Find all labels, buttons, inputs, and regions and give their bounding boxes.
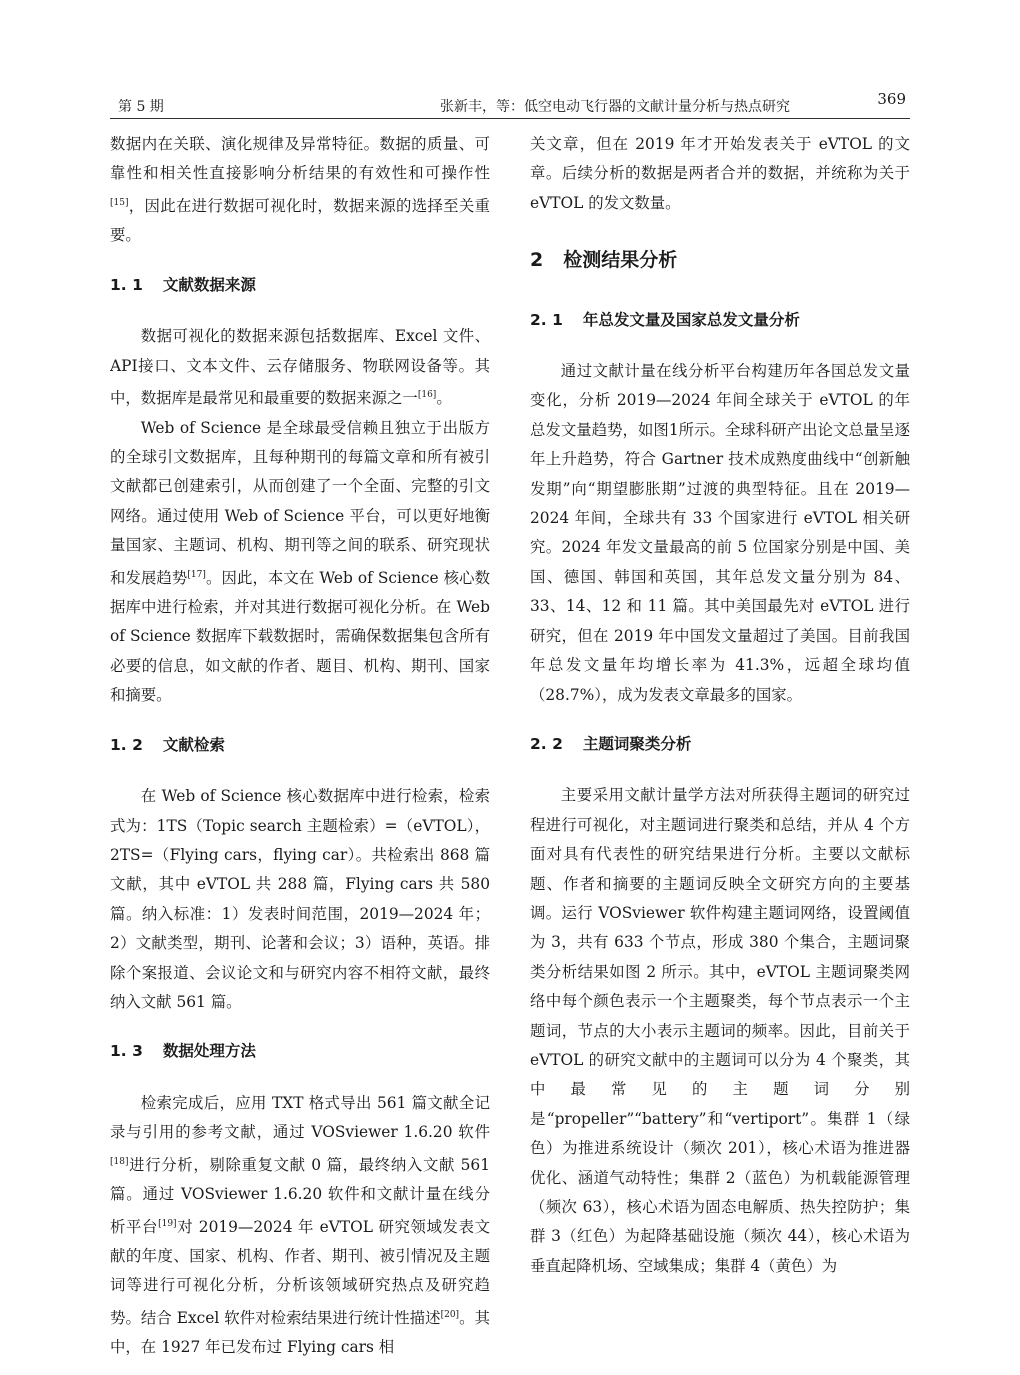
paragraph: 数据可视化的数据来源包括数据库、Excel 文件、API接口、文本文件、云存储服务、物联网设备等。其中，数据库是最常见和最重要的数据来源之一[16]。 [110,327,490,408]
citation: [20] [440,1309,460,1320]
section-heading-2-2: 2. 2 主题词聚类分析 [530,734,692,753]
right-column [530,130,910,1281]
header-rule [110,118,910,119]
paragraph: 通过文献计量在线分析平台构建历年各国总发文量变化，分析 2019—2024 年间全球关于 eVTOL 的年总发文量趋势，如图1所示。全球科研产出论文总量呈逐年上升趋势，符合 Gartner 技术成熟度曲线中“创新触发期”向“期望膨胀期”过渡的典型特征。且在 2019—2024 年间，全球共有 33 个国家进行 eVTOL 相关研究。2024 年发文量最高的前 5 位国家分别是中国、美国、德国、韩国和英国，其年总发文量分别为 84、33、14、12 和 11 篇。其中美国最先对 eVTOL 进行研究，但在 2019 年中国发文量超过了美国。目前我国年总发文量年均增长率为 41.3%，远超全球均值（28.7%），成为发表文章最多的国家。 [530,362,910,704]
section-heading-2-1: 2. 1 年总发文量及国家总发文量分析 [530,310,800,329]
citation: [19] [158,1218,177,1229]
section-heading-2: 2 检测结果分析 [530,249,678,272]
section-heading-1-1: 1. 1 文献数据来源 [110,275,256,294]
citation: [15] [110,197,129,208]
section-heading-1-3: 1. 3 数据处理方法 [110,1042,256,1061]
paragraph: Web of Science 是全球最受信赖且独立于出版方的全球引文数据库，且每种期刊的每篇文章和所有被引文献都已创建索引，从而创建了一个全面、完整的引文网络。通过使用 Web of Science 平台，可以更好地衡量国家、主题词、机构、期刊等之间的联系、研究现状和发展趋势[17]。因此，本文在 Web of Science 核心数据库中进行检索，并对其进行数据可视化分析。在 Web of Science 数据库下载数据时，需确保数据集包含所有必要的信息，如文献的作者、题目、机构、期刊、国家和摘要。 [110,418,490,705]
page-number: 369 [877,90,906,108]
citation: [18] [110,1156,129,1167]
issue-label: 第 5 期 [118,99,164,115]
paragraph: 检索完成后，应用 TXT 格式导出 561 篇文献全记录与引用的参考文献，通过 VOSviewer 1.6.20 软件[18]进行分析，剔除重复文献 0 篇，最终纳入文献 561 篇。通过 VOSviewer 1.6.20 软件和文献计量在线分析平台[19]对 2019—2024 年 eVTOL 研究领域发表文献的年度、国家、机构、作者、期刊、被引情况及主题词等进行可视化分析，分析该领域研究热点及研究趋势。结合 Excel 软件对检索结果进行统计性描述[20]。其中，在 1927 年已发布过 Flying cars 相 [110,1093,490,1357]
citation: [16] [417,389,437,400]
running-header [110,88,910,118]
citation: [17] [187,569,206,580]
paragraph: 主要采用文献计量学方法对所获得主题词的研究过程进行可视化，对主题词进行聚类和总结，并从 4 个方面对具有代表性的研究结果进行分析。主要以文献标题、作者和摘要的主题词反映全文研究方向的主要基调。运行 VOSviewer 软件构建主题词网络，设置阈值为 3，共有 633 个节点，形成 380 个集合，主题词聚类分析结果如图 2 所示。其中，eVTOL 主题词聚类网络中每个颜色表示一个主题聚类，每个节点表示一个主题词，节点的大小表示主题词的频率。因此，目前关于 eVTOL 的研究文献中的主题词可以分为 4 个聚类，其中最常见的主题词分别是“propeller”“battery”和“vertiport”。集群 1（绿色）为推进系统设计（频次 201），核心术语为推进器优化、涵道气动特性；集群 2（蓝色）为机载能源管理（频次 63），核心术语为固态电解质、热失控防护；集群 3（红色）为起降基础设施（频次 44），核心术语为垂直起降机场、空域集成；集群 4（黄色）为 [530,786,910,1275]
section-heading-1-2: 1. 2 文献检索 [110,735,225,754]
paragraph: 在 Web of Science 核心数据库中进行检索，检索式为：1TS（Topic search 主题检索）=（eVTOL），2TS=（Flying cars，flying car）。共检索出 868 篇文献，其中 eVTOL 共 288 篇，Flying cars 共 580 篇。纳入标准：1）发表时间范围，2019—2024 年；2）文献类型，期刊、论著和会议；3）语种，英语。排除个案报道、会议论文和与研究内容不相符文献，最终纳入文献 561 篇。 [110,787,490,1011]
left-column [110,130,490,1363]
paragraph: 关文章，但在 2019 年才开始发表关于 eVTOL 的文章。后续分析的数据是两者合并的数据，并统称为关于 eVTOL 的发文数量。 [530,135,910,212]
running-title: 张新丰，等：低空电动飞行器的文献计量分析与热点研究 [440,99,790,115]
paragraph: 数据内在关联、演化规律及异常特征。数据的质量、可靠性和相关性直接影响分析结果的有效性和可操作性[15]，因此在进行数据可视化时，数据来源的选择至关重要。 [110,135,490,245]
